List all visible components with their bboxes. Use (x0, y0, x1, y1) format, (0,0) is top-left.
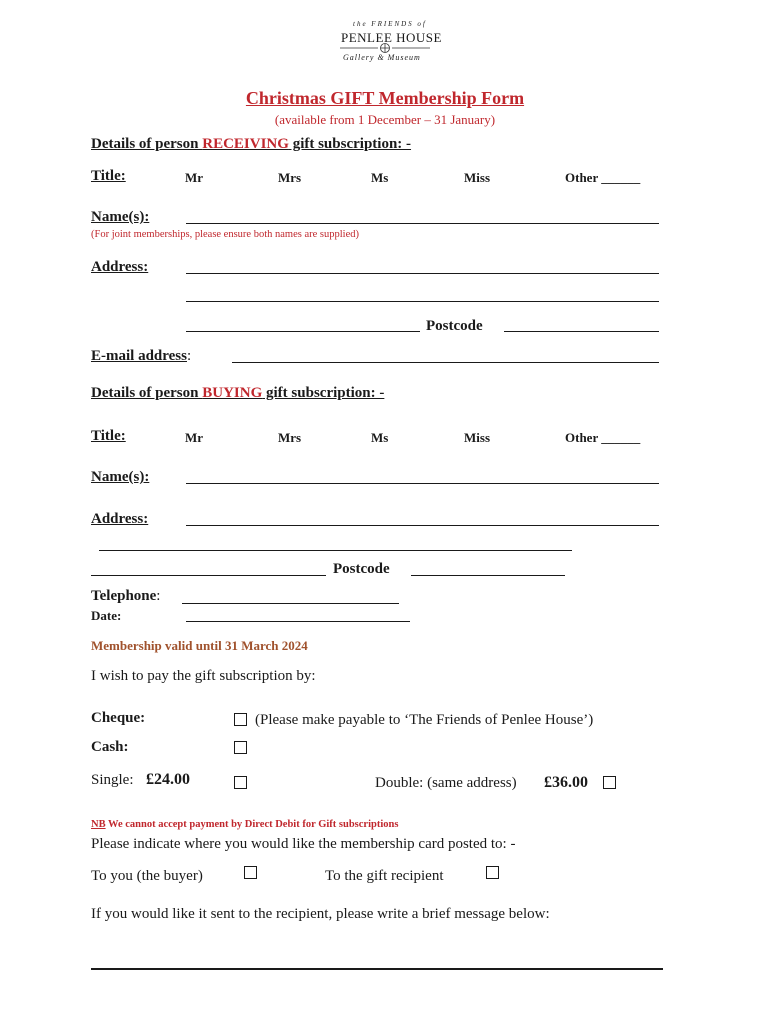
membership-validity: Membership valid until 31 March 2024 (91, 638, 308, 653)
buying-title-label: Title: (91, 428, 126, 444)
nb-note (91, 819, 398, 830)
single-label: Single: (91, 772, 134, 788)
receiving-title-label: Title: (91, 168, 126, 184)
form-subtitle: (available from 1 December – 31 January) (274, 112, 496, 127)
buying-postcode-field[interactable] (411, 575, 565, 576)
buying-names-label: Name(s): (91, 469, 150, 485)
cheque-note: (Please make payable to ‘The Friends of Penlee House’) (255, 712, 594, 728)
nb-text: We cannot accept payment by Direct Debit for Gift subscriptions (105, 819, 399, 830)
buying-address-line-2[interactable] (99, 550, 572, 551)
receiving-title-mr[interactable]: Mr (185, 170, 204, 185)
buying-title-mrs[interactable]: Mrs (278, 430, 302, 445)
buying-date-field[interactable] (186, 621, 410, 622)
buying-heading-post: gift subscription: - (262, 385, 385, 401)
logo-top-text: the FRIENDS of (353, 20, 427, 28)
buying-title-miss[interactable]: Miss (464, 430, 490, 445)
buying-names-field[interactable] (186, 483, 659, 484)
single-checkbox[interactable] (234, 776, 247, 789)
post-to-recipient-label: To the gift recipient (325, 868, 444, 884)
buying-date-label: Date: (91, 608, 122, 623)
message-field[interactable] (91, 968, 663, 970)
buying-telephone-label: Telephone (91, 588, 157, 604)
receiving-title-ms[interactable]: Ms (371, 170, 389, 185)
receiving-postcode-label: Postcode (426, 318, 483, 334)
receiving-names-label: Name(s): (91, 209, 150, 225)
buying-title-other[interactable]: Other ______ (565, 430, 641, 445)
post-to-buyer-label: To you (the buyer) (91, 868, 203, 884)
cheque-checkbox[interactable] (234, 713, 247, 726)
buying-title-ms[interactable]: Ms (371, 430, 389, 445)
receiving-address-line-3[interactable] (186, 331, 420, 332)
logo-subtitle: Gallery & Museum (343, 53, 421, 62)
receiving-heading-highlight: RECEIVING (202, 136, 289, 152)
receiving-heading (91, 136, 411, 153)
double-price: £36.00 (544, 774, 588, 791)
cash-checkbox[interactable] (234, 741, 247, 754)
buying-address-line-3[interactable] (91, 575, 326, 576)
receiving-email-field[interactable] (232, 362, 659, 363)
payment-intro: I wish to pay the gift subscription by: (91, 668, 316, 684)
buying-telephone-colon: : (156, 588, 161, 604)
receiving-address-line-2[interactable] (186, 301, 659, 302)
nb-prefix: NB (91, 819, 106, 830)
receiving-postcode-field[interactable] (504, 331, 659, 332)
buying-telephone-field[interactable] (182, 603, 399, 604)
form-title: Christmas GIFT Membership Form (245, 88, 525, 108)
double-label: Double: (same address) (375, 775, 517, 791)
buying-heading-pre: Details of person (91, 385, 203, 401)
receiving-names-field[interactable] (186, 223, 659, 224)
posting-question: Please indicate where you would like the membership card posted to: - (91, 836, 516, 852)
buying-postcode-label: Postcode (333, 561, 390, 577)
post-to-buyer-checkbox[interactable] (244, 866, 257, 879)
buying-heading-highlight: BUYING (202, 385, 263, 401)
logo-name: PENLEE HOUSE (341, 30, 442, 45)
cash-label: Cash: (91, 739, 129, 755)
double-checkbox[interactable] (603, 776, 616, 789)
receiving-email-label: E-mail address (91, 348, 187, 364)
receiving-email-colon: : (186, 348, 192, 364)
post-to-recipient-checkbox[interactable] (486, 866, 499, 879)
single-price: £24.00 (146, 771, 190, 788)
message-prompt: If you would like it sent to the recipient, please write a brief message below: (91, 906, 550, 922)
receiving-title-mrs[interactable]: Mrs (278, 170, 302, 185)
receiving-address-line-1[interactable] (186, 273, 659, 274)
receiving-address-label: Address: (91, 259, 149, 275)
receiving-heading-pre: Details of person (91, 136, 203, 152)
buying-address-label: Address: (91, 511, 149, 527)
buying-heading (91, 385, 384, 402)
receiving-title-miss[interactable]: Miss (464, 170, 490, 185)
buying-title-mr[interactable]: Mr (185, 430, 204, 445)
buying-telephone-label-wrap (91, 588, 160, 605)
receiving-title-other[interactable]: Other ______ (565, 170, 641, 185)
buying-address-line-1[interactable] (186, 525, 659, 526)
cheque-label: Cheque: (91, 710, 146, 726)
receiving-names-note: (For joint memberships, please ensure both names are supplied) (91, 229, 359, 240)
receiving-email-label-wrap (91, 348, 191, 365)
receiving-heading-post: gift subscription: - (288, 136, 412, 152)
